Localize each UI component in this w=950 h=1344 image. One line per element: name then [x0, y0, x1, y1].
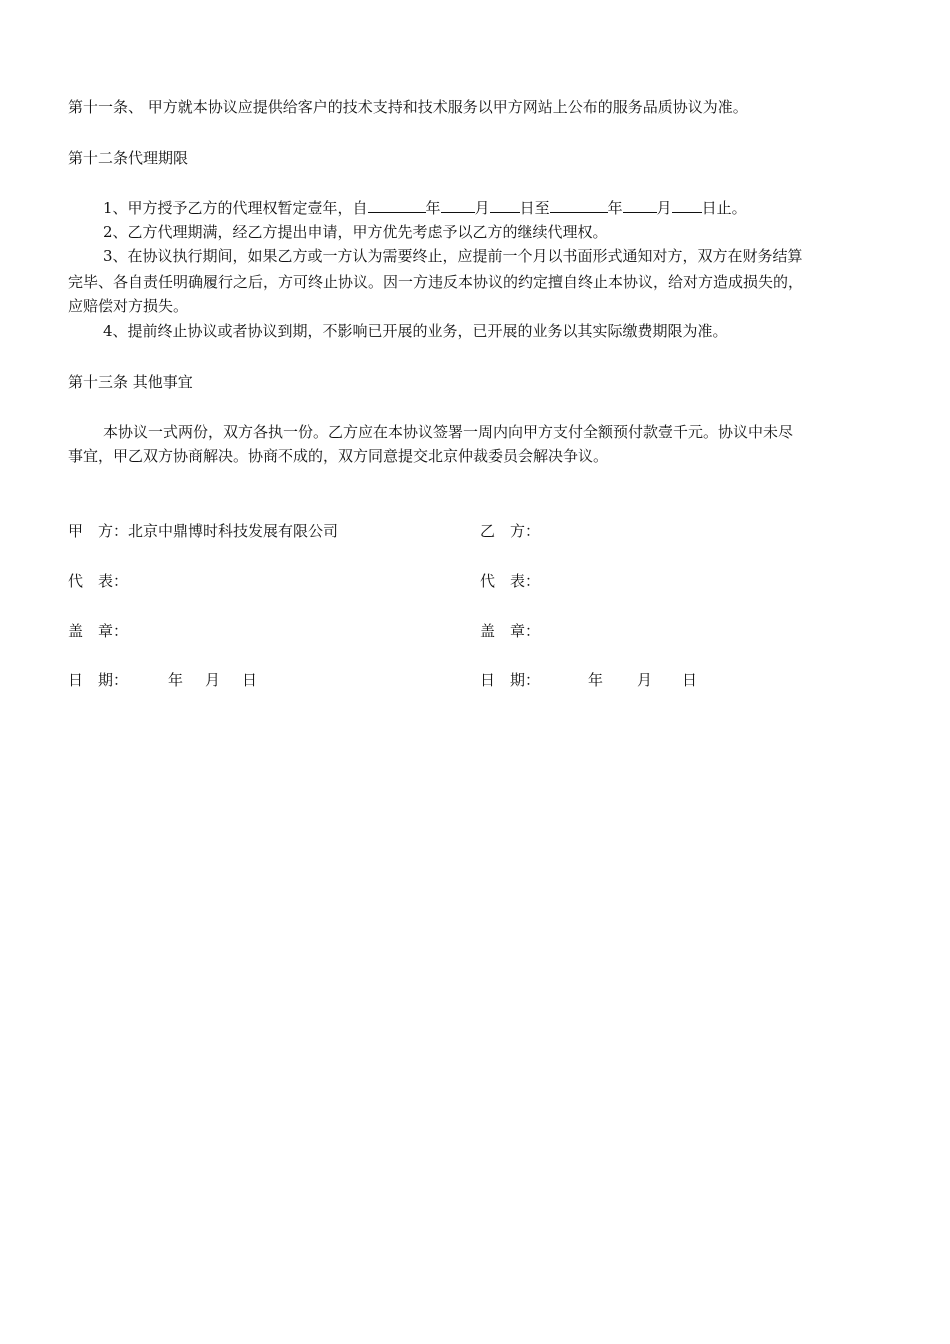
- party-b-date-label: 日 期：: [480, 671, 541, 689]
- party-b-date-day: 日: [682, 671, 698, 689]
- party-b-date-year: 年: [588, 671, 604, 689]
- article-12-heading: 第十二条代理期限: [68, 149, 189, 167]
- month-label-2: 月: [656, 199, 672, 217]
- article-13-body-line-1: 本协议一式两份，双方各执一份。乙方应在本协议签署一周内向甲方支付全额预付款壹千元。协议中未尽: [103, 423, 794, 441]
- day-end-label: 日止。: [701, 199, 747, 217]
- day-blank-2: [672, 198, 702, 213]
- article-13-heading: 第十三条 其他事宜: [68, 373, 193, 391]
- month-blank-2: [623, 198, 657, 213]
- article-12-item-3-line-2: 完毕、各自责任明确履行之后，方可终止协议。因一方违反本协议的约定擅自终止本协议，给对方造成损失的，: [68, 273, 804, 291]
- party-a-company: 北京中鼎博时科技发展有限公司: [128, 522, 339, 540]
- party-a-date-day: 日: [242, 671, 258, 689]
- article-11-text: 第十一条、 甲方就本协议应提供给客户的技术支持和技术服务以甲方网站上公布的服务品质协议为准。: [68, 98, 748, 116]
- party-b-label: 乙 方：: [480, 522, 541, 540]
- party-b-date-month: 月: [637, 671, 653, 689]
- article-13-body-line-2: 事宜，甲乙双方协商解决。协商不成的，双方同意提交北京仲裁委员会解决争议。: [68, 447, 609, 465]
- party-b-seal-label: 盖 章：: [480, 622, 541, 640]
- party-a-seal-label: 盖 章：: [68, 622, 129, 640]
- day-to-label: 日至: [519, 199, 550, 217]
- month-blank-1: [441, 198, 475, 213]
- article-12-item-3-line-3: 应赔偿对方损失。: [68, 297, 189, 315]
- party-a-label: 甲 方：: [68, 522, 129, 540]
- party-a-date-row: [68, 670, 257, 690]
- party-a-date-label: 日 期：: [68, 671, 129, 689]
- party-b-rep-label: 代 表：: [480, 572, 541, 590]
- item-1-prefix: 1、甲方授予乙方的代理权暂定壹年，自: [103, 199, 368, 217]
- article-12-item-4: 4、提前终止协议或者协议到期，不影响已开展的业务，已开展的业务以其实际缴费期限为准。: [103, 322, 728, 340]
- day-blank-1: [490, 198, 520, 213]
- year-label-1: 年: [425, 199, 441, 217]
- party-a-name-row: [68, 521, 338, 541]
- year-label-2: 年: [607, 199, 623, 217]
- party-b-date-row: [480, 670, 697, 690]
- year-blank-2: [550, 198, 608, 213]
- month-label-1: 月: [474, 199, 490, 217]
- party-a-date-year: 年: [168, 671, 184, 689]
- article-12-item-3-line-1: 3、在协议执行期间，如果乙方或一方认为需要终止，应提前一个月以书面形式通知对方，双方在财务结算: [103, 247, 803, 265]
- article-12-item-1: [103, 198, 747, 218]
- year-blank-1: [368, 198, 426, 213]
- party-a-rep-label: 代 表：: [68, 572, 129, 590]
- article-12-item-2: 2、乙方代理期满，经乙方提出申请，甲方优先考虑予以乙方的继续代理权。: [103, 223, 608, 241]
- party-a-date-month: 月: [205, 671, 221, 689]
